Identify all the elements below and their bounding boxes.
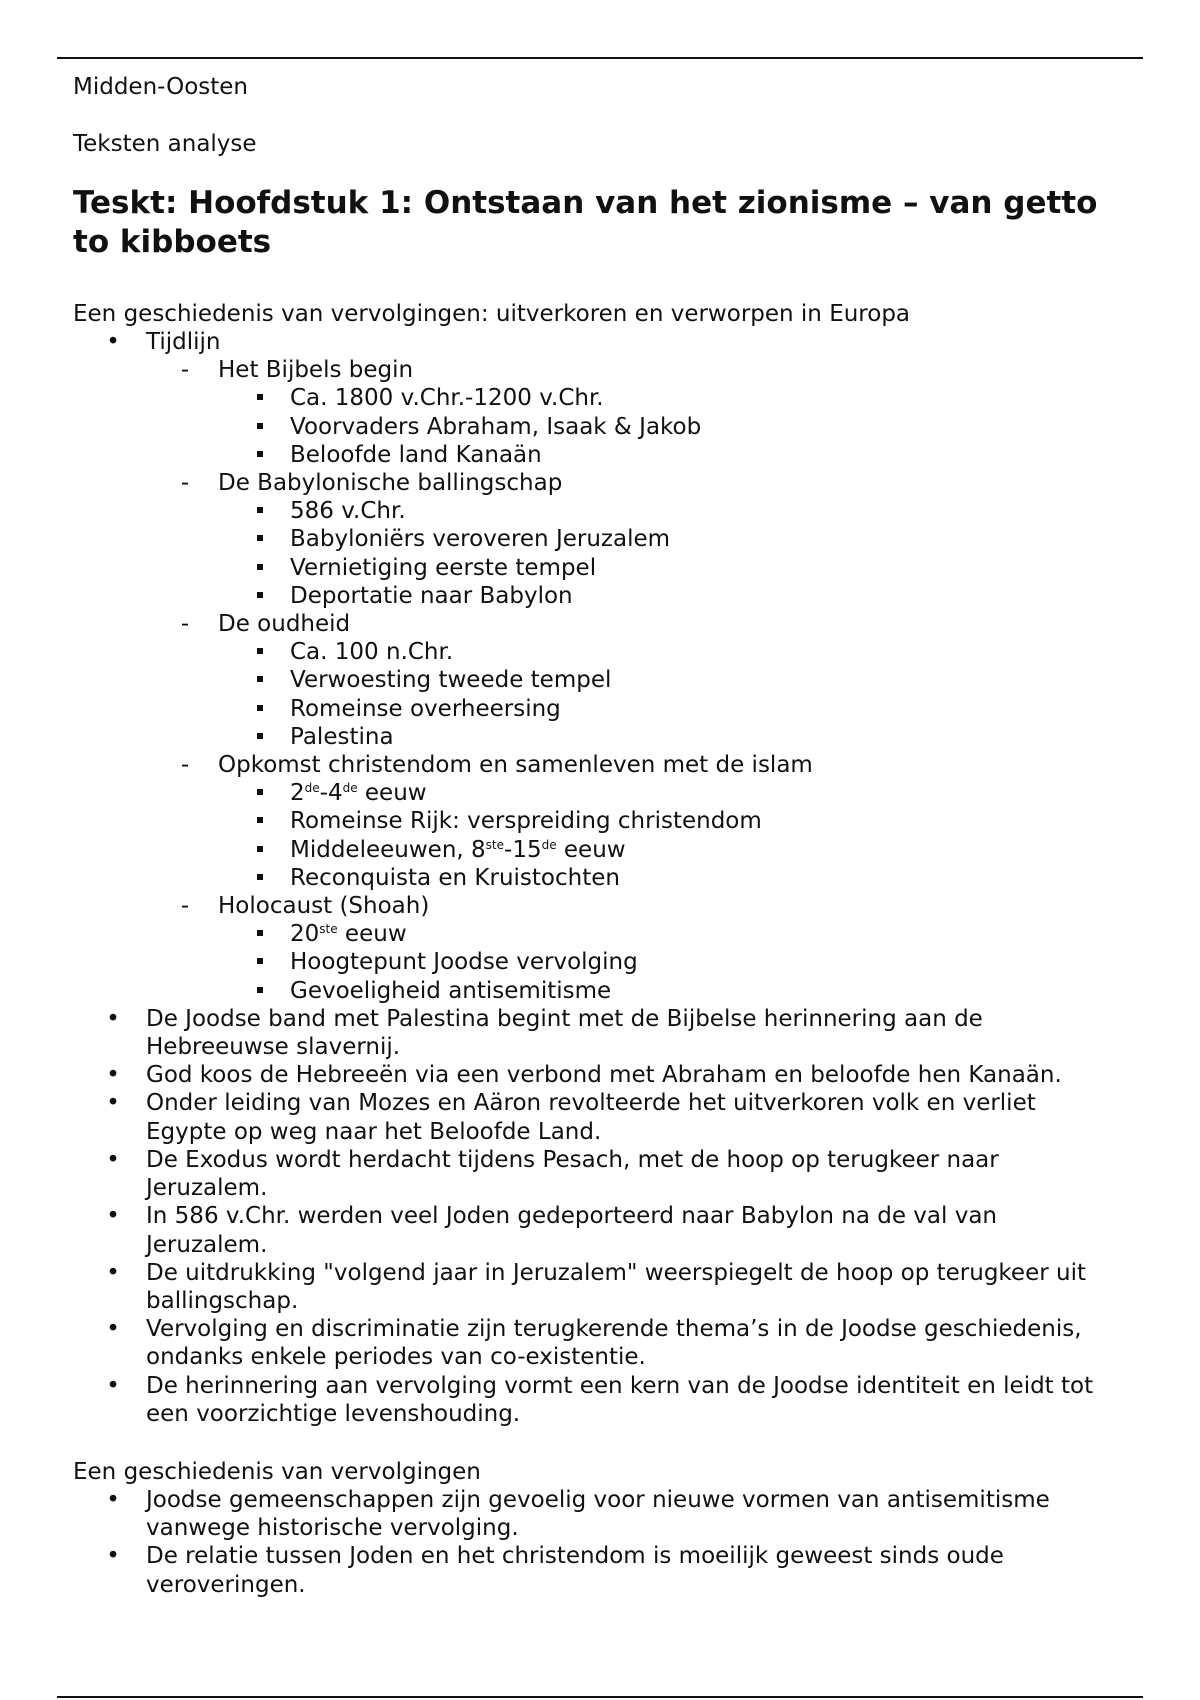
section-heading-1: Een geschiedenis van vervolgingen: uitverkoren en verworpen in Europa (73, 301, 911, 327)
timeline-detail-text: Vernietiging eerste tempel (290, 554, 597, 581)
century-number: 4 (327, 780, 343, 807)
square-bullet-shape (257, 817, 263, 823)
list-item-text: God koos de Hebreeën via een verbond met Abraham en beloofde hen Kanaän. (146, 1062, 1062, 1089)
square-bullet-marker (245, 497, 275, 525)
bullet-marker: • (106, 1005, 120, 1032)
square-bullet-shape (257, 592, 263, 598)
square-bullet-shape (257, 394, 263, 400)
list-item (0, 1005, 1116, 1061)
timeline-detail (0, 695, 1120, 723)
dash-marker: - (180, 752, 190, 779)
bullet-marker: • (106, 1090, 120, 1117)
square-bullet-marker (245, 384, 275, 412)
subtitle-label: Teksten analyse (73, 131, 257, 157)
square-bullet-shape (257, 874, 263, 880)
ordinal-suffix: ste (319, 922, 338, 937)
timeline-detail-text: Voorvaders Abraham, Isaak & Jakob (290, 413, 702, 440)
timeline-detail-text: Babyloniërs veroveren Jeruzalem (290, 526, 671, 553)
square-bullet-shape (257, 846, 263, 852)
list-item-text: De Exodus wordt herdacht tijdens Pesach, met de hoop op terugkeer naar Jeruzalem. (146, 1146, 999, 1202)
timeline-detail (0, 864, 1120, 892)
square-bullet-marker (245, 836, 275, 864)
square-bullet-marker (245, 638, 275, 666)
timeline-detail-text: Palestina (290, 723, 394, 750)
ordinal-suffix: de (541, 837, 557, 852)
timeline-period (0, 751, 1118, 779)
list-item-timeline (0, 328, 1116, 356)
page-title: Teskt: Hoofdstuk 1: Ontstaan van het zionisme – van getto to kibboets (73, 185, 1098, 260)
timeline-detail-text: Hoogtepunt Joodse vervolging (290, 949, 638, 976)
list-item (0, 1486, 1116, 1542)
list-item (0, 1372, 1116, 1428)
range-separator: - (504, 836, 513, 863)
timeline-detail (0, 920, 1120, 948)
square-bullet-marker (245, 554, 275, 582)
square-bullet-marker (245, 864, 275, 892)
timeline-detail (0, 582, 1120, 610)
square-bullet-shape (257, 789, 263, 795)
timeline-periods (0, 356, 1200, 1005)
section-2-bullets (0, 1486, 1200, 1599)
list-item (0, 1542, 1116, 1598)
timeline-label: Tijdlijn (146, 329, 221, 355)
section-heading-2: Een geschiedenis van vervolgingen (73, 1459, 481, 1485)
century-number: 15 (512, 836, 542, 863)
square-bullet-marker (245, 807, 275, 835)
range-separator: - (319, 780, 328, 807)
timeline-detail (0, 836, 1120, 864)
list-item-text: Joodse gemeenschappen zijn gevoelig voor nieuwe vormen van antisemitisme vanwege historische vervolging. (146, 1487, 1050, 1542)
timeline-period (0, 892, 1118, 920)
list-item-text: De herinnering aan vervolging vormt een kern van de Joodse identiteit en leidt tot een voorzichtige levenshouding. (146, 1372, 1094, 1427)
timeline-detail (0, 497, 1120, 525)
dash-marker: - (180, 357, 190, 384)
section-2-list (0, 1486, 1200, 1599)
square-bullet-shape (257, 423, 263, 429)
century-number: 8 (471, 836, 486, 863)
timeline-period (0, 469, 1118, 497)
timeline-period-text: Holocaust (Shoah) (218, 893, 430, 920)
text-part: eeuw (337, 921, 407, 948)
bullet-marker: • (106, 1487, 120, 1513)
timeline-detail (0, 666, 1120, 694)
list-item-text: De Joodse band met Palestina begint met de Bijbelse herinnering aan de Hebreeuwse slavernij. (146, 1005, 983, 1061)
ordinal-suffix: de (304, 781, 320, 796)
bullet-marker: • (106, 1316, 120, 1343)
square-bullet-marker (245, 582, 275, 610)
list-item (0, 1061, 1116, 1089)
timeline-period-text: Opkomst christendom en samenleven met de islam (218, 752, 813, 779)
list-item-text: In 586 v.Chr. werden veel Joden gedeporteerd naar Babylon na de val van Jeruzalem. (146, 1203, 997, 1258)
square-bullet-shape (257, 564, 263, 570)
century-number: 2 (290, 780, 305, 807)
square-bullet-marker (245, 779, 275, 807)
list-item (0, 1259, 1116, 1315)
timeline-detail (0, 977, 1120, 1005)
square-bullet-marker (245, 441, 275, 469)
square-bullet-marker (245, 695, 275, 723)
timeline-detail (0, 807, 1120, 835)
text-part: eeuw (556, 836, 626, 863)
square-bullet-shape (257, 958, 263, 964)
timeline-detail-text (290, 779, 1120, 807)
bullet-marker: • (106, 1062, 120, 1089)
square-bullet-shape (257, 733, 263, 739)
bottom-rule (57, 1696, 1143, 1698)
text-part: eeuw (357, 780, 427, 807)
timeline-detail-text: Romeinse Rijk: verspreiding christendom (290, 808, 762, 835)
ordinal-suffix: de (342, 781, 358, 796)
bullet-marker: • (106, 1203, 120, 1230)
text-part: Middeleeuwen, (290, 836, 472, 863)
timeline-period (0, 356, 1118, 384)
list-item (0, 1315, 1116, 1371)
square-bullet-shape (257, 535, 263, 541)
timeline-period-text: Het Bijbels begin (218, 357, 414, 384)
square-bullet-marker (245, 525, 275, 553)
timeline-detail-text: Ca. 1800 v.Chr.-1200 v.Chr. (290, 385, 604, 412)
bullet-marker: • (106, 1146, 120, 1173)
timeline-detail (0, 779, 1120, 807)
list-item-text: Vervolging en discriminatie zijn terugkerende thema’s in de Joodse geschiedenis, ondanks enkele periodes van co-existentie. (146, 1316, 1082, 1371)
list-item-text: De relatie tussen Joden en het christendom is moeilijk geweest sinds oude veroveringen. (146, 1543, 1004, 1598)
timeline-detail (0, 638, 1120, 666)
square-bullet-marker (245, 920, 275, 948)
list-item (0, 1089, 1116, 1145)
square-bullet-marker (245, 948, 275, 976)
timeline-detail (0, 384, 1120, 412)
timeline-detail (0, 554, 1120, 582)
square-bullet-marker (245, 723, 275, 751)
square-bullet-shape (257, 648, 263, 654)
timeline-detail (0, 441, 1120, 469)
timeline-detail-text: Verwoesting tweede tempel (290, 667, 612, 694)
timeline-detail (0, 413, 1120, 441)
timeline-detail-text: Gevoeligheid antisemitisme (290, 977, 612, 1004)
square-bullet-shape (257, 451, 263, 457)
timeline-period-text: De oudheid (218, 611, 351, 638)
top-rule (57, 57, 1143, 59)
timeline-detail-text (290, 836, 1120, 864)
bullet-marker: • (106, 329, 120, 355)
square-bullet-shape (257, 705, 263, 711)
list-item-text: Onder leiding van Mozes en Aäron revolteerde het uitverkoren volk en verliet Egypte op weg naar het Beloofde Land. (146, 1090, 1036, 1145)
list-item (0, 1202, 1116, 1258)
dash-marker: - (180, 470, 190, 497)
subject-label: Midden-Oosten (73, 74, 249, 100)
timeline-period-text: De Babylonische ballingschap (218, 470, 563, 497)
square-bullet-shape (257, 676, 263, 682)
square-bullet-marker (245, 666, 275, 694)
timeline-detail-text: Beloofde land Kanaän (290, 441, 542, 468)
square-bullet-shape (257, 987, 263, 993)
timeline-detail (0, 723, 1120, 751)
list-item-text: De uitdrukking "volgend jaar in Jeruzalem" weerspiegelt de hoop op terugkeer uit ballingschap. (146, 1259, 1086, 1314)
timeline-detail-text: Romeinse overheersing (290, 695, 561, 722)
list-item (0, 1146, 1116, 1202)
timeline-detail (0, 948, 1120, 976)
dash-marker: - (180, 893, 190, 920)
bullet-marker: • (106, 1543, 120, 1570)
section-1-list (0, 328, 1200, 1428)
dash-marker: - (180, 611, 190, 638)
timeline-detail-text: Ca. 100 n.Chr. (290, 639, 454, 666)
section-1-bullets (0, 1005, 1200, 1428)
square-bullet-marker (245, 413, 275, 441)
square-bullet-shape (257, 930, 263, 936)
square-bullet-marker (245, 977, 275, 1005)
bullet-marker: • (106, 1372, 120, 1399)
timeline-detail-text: Reconquista en Kruistochten (290, 864, 620, 891)
bullet-marker: • (106, 1259, 120, 1286)
century-number: 20 (290, 921, 320, 948)
square-bullet-shape (257, 507, 263, 513)
timeline-detail-text (290, 920, 1120, 948)
ordinal-suffix: ste (485, 837, 504, 852)
timeline-detail (0, 525, 1120, 553)
timeline-detail-text: 586 v.Chr. (290, 498, 406, 525)
timeline-period (0, 610, 1118, 638)
timeline-detail-text: Deportatie naar Babylon (290, 582, 573, 609)
